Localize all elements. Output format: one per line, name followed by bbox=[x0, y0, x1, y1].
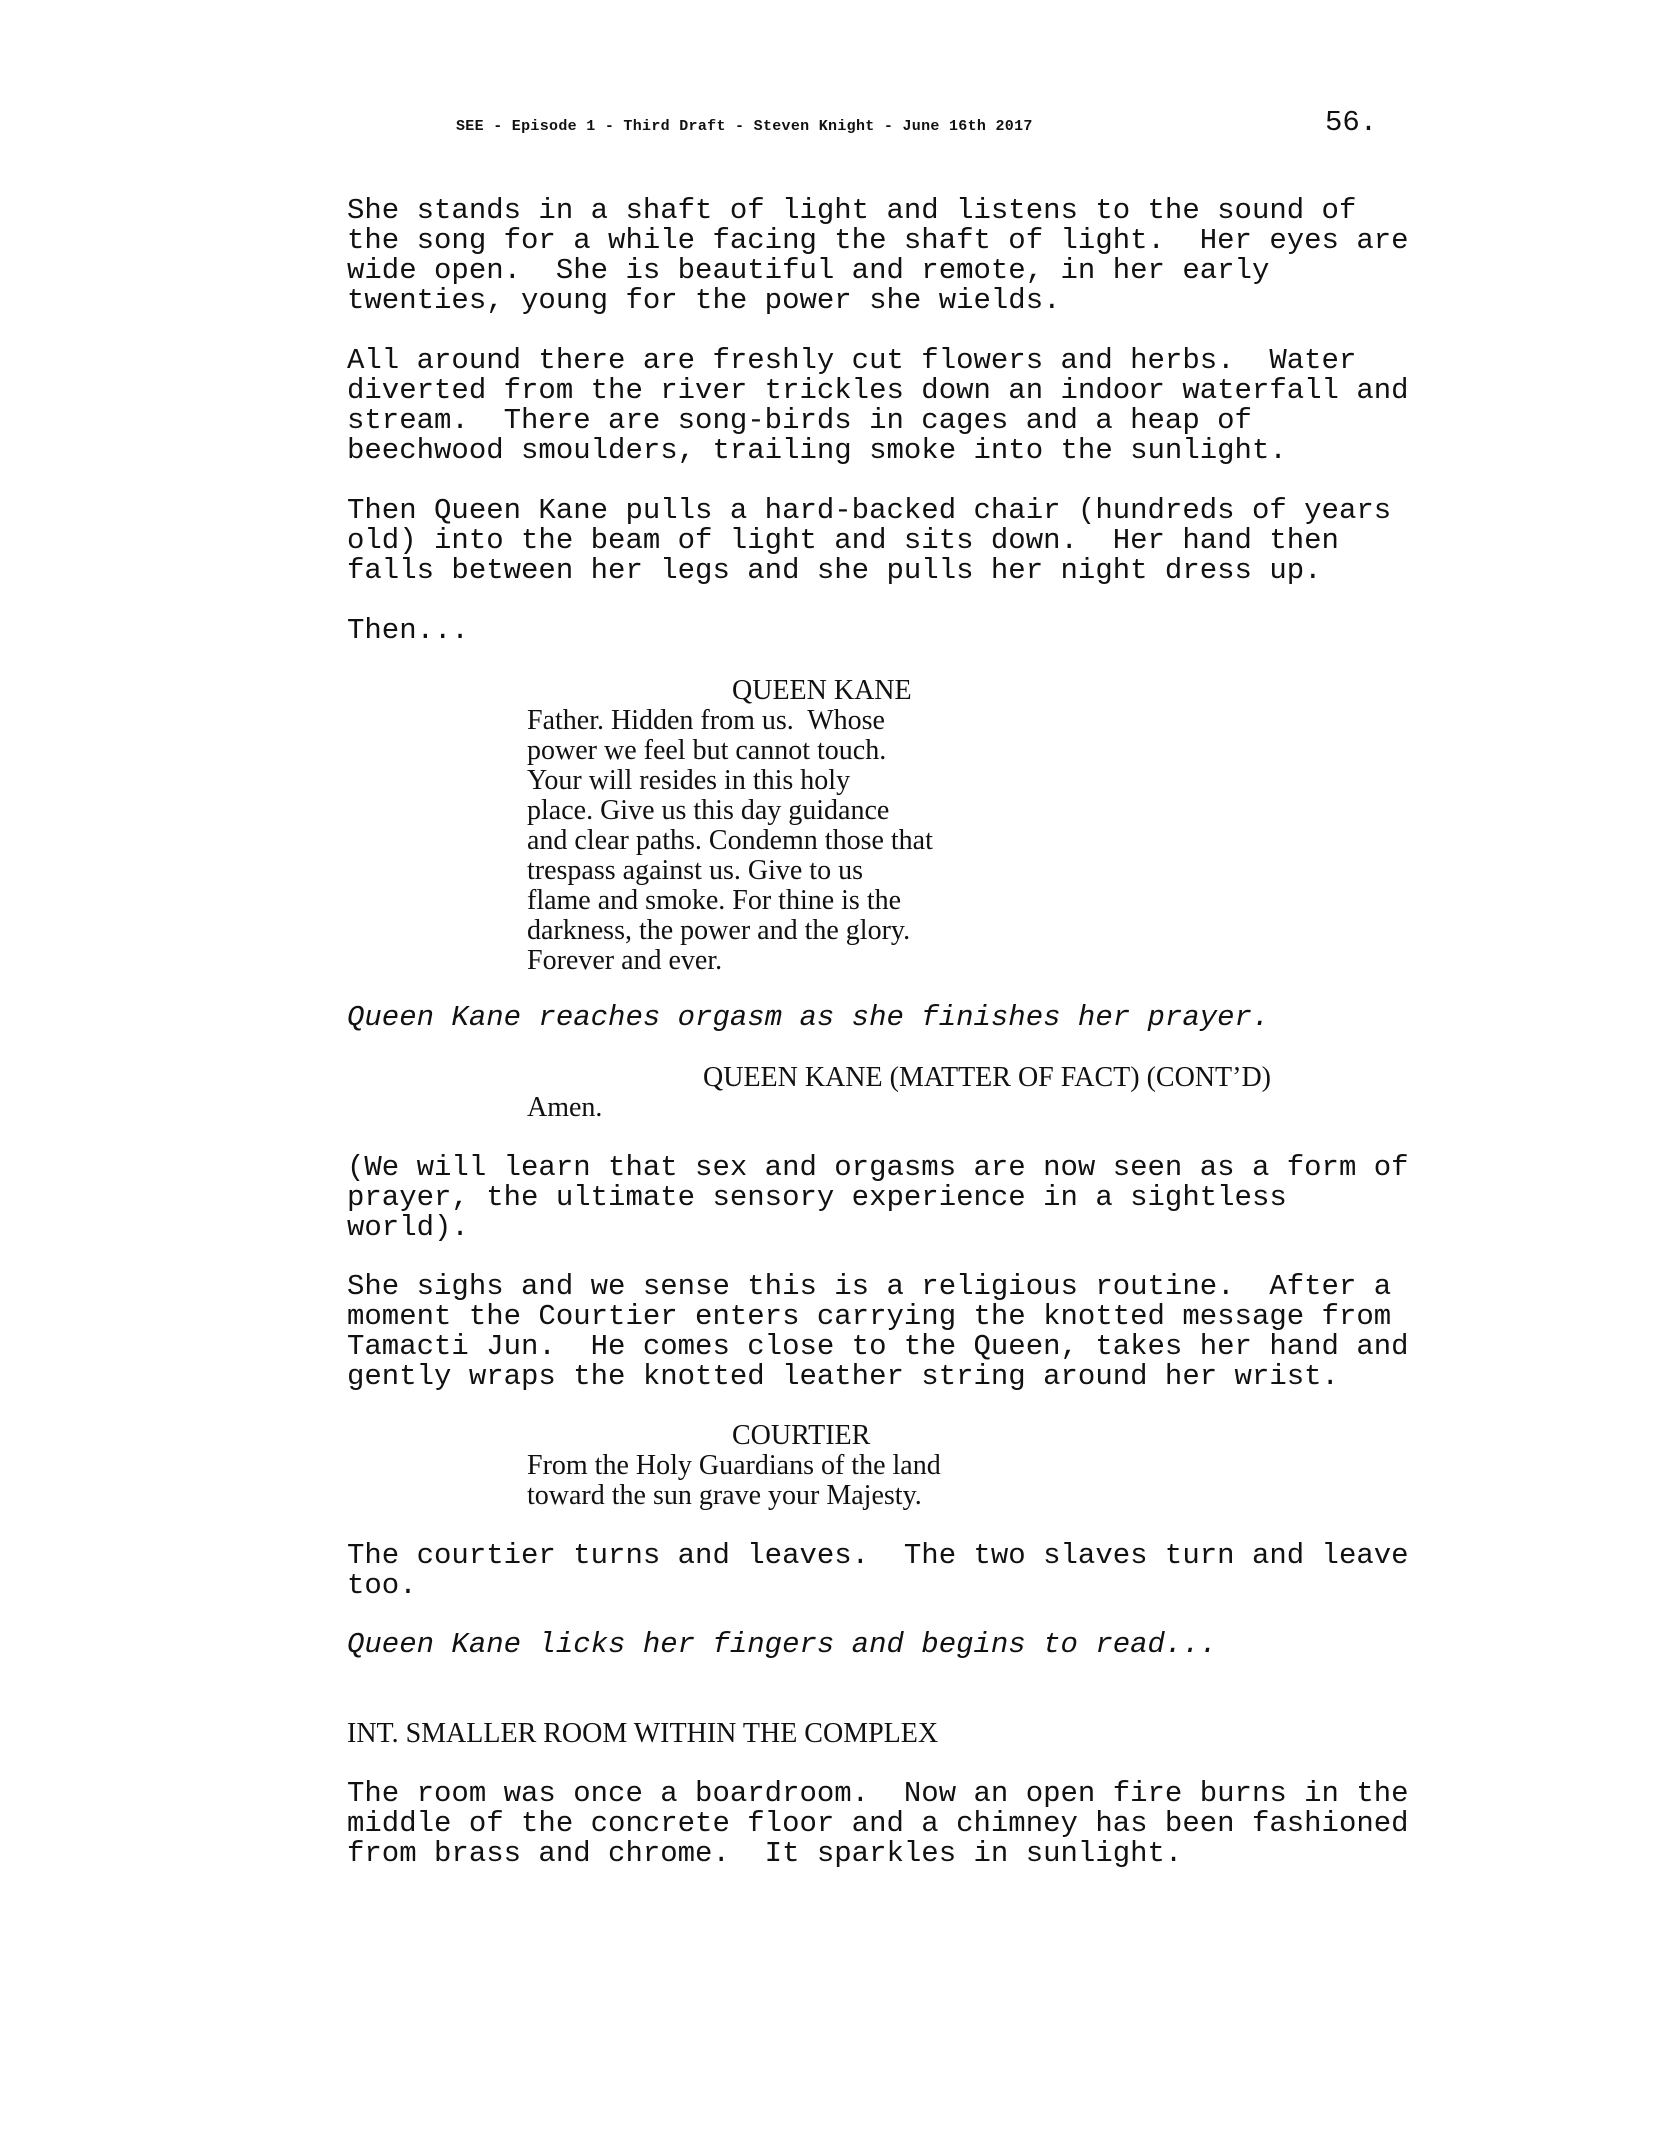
action-paragraph: All around there are freshly cut flowers and herbs. Water diverted from the river trickles down an indoor waterfall and stream. There are song-birds in cages and a heap of beechwood smoulders, trailing smoke into the sunlight. bbox=[347, 344, 1409, 467]
action-paragraph: (We will learn that sex and orgasms are now seen as a form of prayer, the ultimate sensory experience in a sightless world). bbox=[347, 1151, 1409, 1244]
scene-heading: INT. SMALLER ROOM WITHIN THE COMPLEX bbox=[347, 1718, 939, 1749]
character-name: COURTIER bbox=[732, 1420, 871, 1451]
action-paragraph: The courtier turns and leaves. The two slaves turn and leave too. bbox=[347, 1539, 1409, 1602]
dialogue: Father. Hidden from us. Whose power we feel but cannot touch. Your will resides in this holy place. Give us this day guidance and clear paths. Condemn those that trespass against us. Give to us flame and smoke. For thine is the darkness, the power and the glory. Forever and ever. bbox=[527, 705, 933, 976]
action-paragraph: The room was once a boardroom. Now an open fire burns in the middle of the concrete floor and a chimney has been fashioned from brass and chrome. It sparkles in sunlight. bbox=[347, 1777, 1409, 1870]
character-name: QUEEN KANE bbox=[732, 675, 912, 706]
dialogue: Amen. bbox=[527, 1092, 603, 1123]
running-header: SEE - Episode 1 - Third Draft - Steven Knight - June 16th 2017 bbox=[456, 118, 1033, 135]
action-paragraph: She sighs and we sense this is a religious routine. After a moment the Courtier enters carrying the knotted message from Tamacti Jun. He comes close to the Queen, takes her hand and gently wraps the knotted leather string around her wrist. bbox=[347, 1270, 1409, 1393]
action-paragraph: She stands in a shaft of light and listens to the sound of the song for a while facing the shaft of light. Her eyes are wide open. She is beautiful and remote, in her early twenties, young for the power she wields. bbox=[347, 194, 1409, 317]
action-paragraph: Then... bbox=[347, 614, 469, 647]
dialogue: From the Holy Guardians of the land toward the sun grave your Majesty. bbox=[527, 1450, 941, 1511]
page-number: 56. bbox=[1325, 106, 1378, 139]
action-paragraph: Then Queen Kane pulls a hard-backed chair (hundreds of years old) into the beam of light and sits down. Her hand then falls between her legs and she pulls her night dress up. bbox=[347, 494, 1392, 587]
action-paragraph-italic: Queen Kane reaches orgasm as she finishes her prayer. bbox=[347, 1001, 1270, 1034]
action-paragraph-italic: Queen Kane licks her fingers and begins to read... bbox=[347, 1628, 1218, 1661]
character-name: QUEEN KANE (MATTER OF FACT) (CONT’D) bbox=[703, 1062, 1271, 1093]
